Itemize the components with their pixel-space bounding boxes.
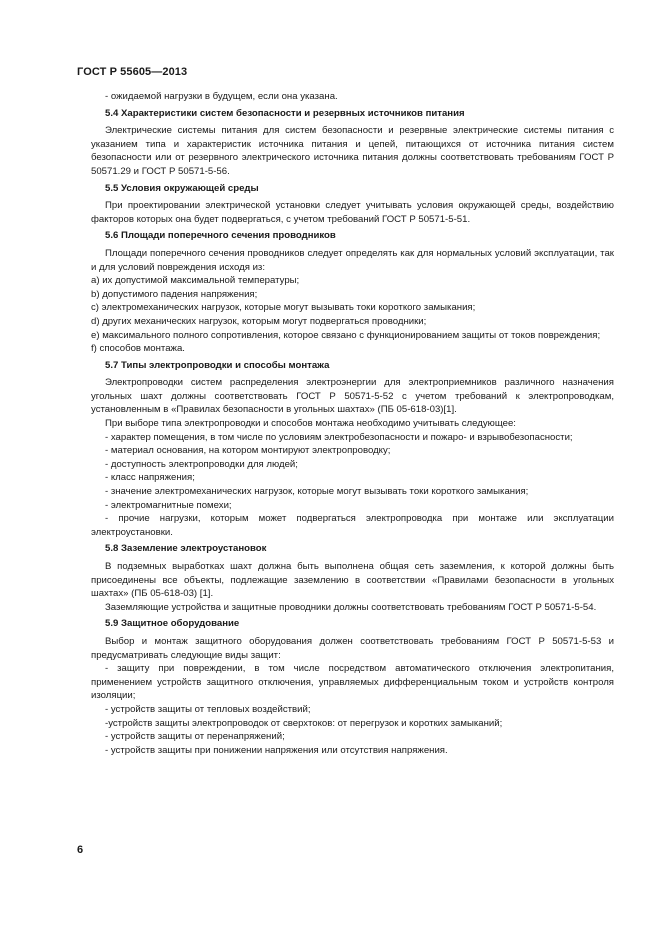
list-item: - устройств защиты при понижении напряжения или отсутствия напряжения. xyxy=(105,744,448,756)
page-body xyxy=(91,90,614,757)
list-item: - класс напряжения; xyxy=(105,472,195,484)
page-number: 6 xyxy=(77,844,84,856)
document-code: ГОСТ Р 55605—2013 xyxy=(77,66,188,78)
paragraph: При проектировании электрической установки следует учитывать условия окружающей среды, воздействию факторов которых она будет подвергаться, с учетом требований ГОСТ Р 50571-5-51. xyxy=(91,200,614,225)
list-item: - материал основания, на котором монтируют электропроводку; xyxy=(105,445,391,457)
section-heading: 5.9 Защитное оборудование xyxy=(105,618,240,630)
paragraph: Выбор и монтаж защитного оборудования должен соответствовать требованиям ГОСТ Р 50571-5-53 и предусматривать следующие виды защит: xyxy=(91,635,614,661)
section-heading: 5.7 Типы электропроводки и способы монтажа xyxy=(105,359,330,371)
section-heading: 5.8 Заземление электроустановок xyxy=(105,543,267,555)
list-item: - прочие нагрузки, которым может подвергаться электропроводка при монтаже или эксплуатации электроустановки. xyxy=(91,513,614,538)
paragraph: Площади поперечного сечения проводников следует определять как для нормальных условий эксплуатации, так и для условий повреждения исходя из: xyxy=(91,247,614,273)
list-item: - ожидаемой нагрузки в будущем, если она указана. xyxy=(105,91,338,102)
list-item: - устройств защиты от тепловых воздействий; xyxy=(105,703,311,715)
enumerated-item: d) других механических нагрузок, которым могут подвергаться проводники; xyxy=(91,315,427,327)
section-heading: 5.5 Условия окружающей среды xyxy=(105,182,259,194)
list-item: - значение электромеханических нагрузок, которые могут вызывать токи короткого замыкания; xyxy=(105,486,529,498)
paragraph: При выборе типа электропроводки и способов монтажа необходимо учитывать следующее: xyxy=(105,418,516,430)
paragraph: Заземляющие устройства и защитные проводники должны соответствовать требованиям ГОСТ Р 50571-5-54. xyxy=(105,601,597,613)
list-item: - защиту при повреждении, в том числе посредством автоматического отключения электропитания, применением устройств защитного отключения, управляемых дифференциальным током и устройств контроля изоляции; xyxy=(91,663,614,702)
enumerated-item: e) максимального полного сопротивления, которое связано с функционированием защиты от токов повреждения; xyxy=(91,329,601,341)
paragraph: В подземных выработках шахт должна быть выполнена общая сеть заземления, к которой должны быть присоединены все объекты, подлежащие заземлению в соответствии «Правилами безопасности в угольных шахтах» (ПБ 05-618-03) [1]. xyxy=(91,561,614,600)
list-item: -устройств защиты электропроводок от сверхтоков: от перегрузок и коротких замыканий; xyxy=(105,717,503,729)
enumerated-item: a) их допустимой максимальной температуры; xyxy=(91,275,300,287)
list-item: - характер помещения, в том числе по условиям электробезопасности и пожаро- и взрывобезопасности; xyxy=(105,431,573,443)
list-item: - устройств защиты от перенапряжений; xyxy=(105,731,285,743)
enumerated-item: c) электромеханических нагрузок, которые могут вызывать токи короткого замыкания; xyxy=(91,302,476,314)
enumerated-item: f) способов монтажа. xyxy=(91,343,185,355)
paragraph: Электрические системы питания для систем безопасности и резервные электрические системы питания с указанием типа и характеристик источника питания и цепей, питающихся от источника питания систем безопасности или от резервного электрического источника питания должны соответствовать требованиям ГОСТ Р 50571.29 и ГОСТ Р 50571-5-56. xyxy=(91,125,614,177)
enumerated-item: b) допустимого падения напряжения; xyxy=(91,288,258,300)
paragraph: Электропроводки систем распределения электроэнергии для электроприемников различного назначения угольных шахт должны соответствовать ГОСТ Р 50571-5-52 с учетом требований к электропроводкам, установленным в «Правилах безопасности в угольных шахтах» (ПБ 05-618-03)[1]. xyxy=(91,377,614,416)
section-heading: 5.4 Характеристики систем безопасности и резервных источников питания xyxy=(105,107,465,119)
section-heading: 5.6 Площади поперечного сечения проводников xyxy=(105,230,336,242)
list-item: - электромагнитные помехи; xyxy=(105,499,232,511)
list-item: - доступность электропроводки для людей; xyxy=(105,458,298,470)
